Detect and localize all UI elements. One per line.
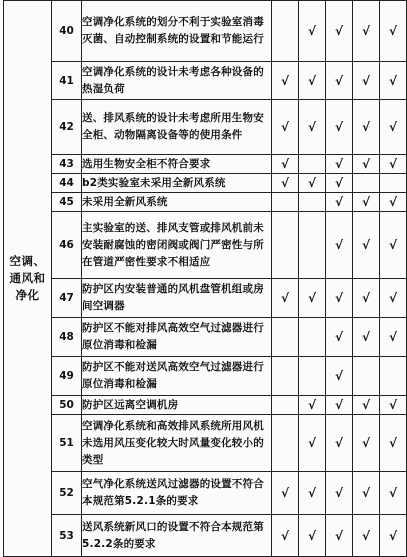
- check-mark-icon: √: [388, 238, 397, 252]
- level-2-cell: [299, 193, 326, 212]
- check-mark-icon: √: [388, 73, 397, 88]
- check-mark-icon: √: [280, 176, 289, 190]
- table-row: [4, 62, 407, 100]
- item-number: 50: [52, 396, 82, 415]
- table-row: [4, 100, 407, 155]
- check-mark-icon: √: [388, 24, 397, 38]
- check-mark-icon: √: [307, 486, 316, 500]
- level-5-cell: [380, 193, 407, 212]
- level-1-cell: [272, 396, 299, 415]
- check-mark-icon: √: [388, 291, 397, 305]
- level-2-cell: [299, 279, 326, 318]
- requirements-table: [3, 0, 407, 557]
- check-mark-icon: √: [280, 157, 289, 171]
- table-row: [4, 472, 407, 515]
- level-5-cell: [380, 472, 407, 515]
- level-4-cell: [353, 279, 380, 318]
- level-4-cell: [353, 515, 380, 557]
- level-1-cell: [272, 415, 299, 472]
- item-description: b2类实验室未采用全新风系统: [82, 174, 272, 193]
- item-number: 42: [52, 100, 82, 155]
- level-1-cell: [272, 62, 299, 100]
- table-row: [4, 415, 407, 472]
- level-5-cell: [380, 100, 407, 155]
- level-4-cell: [353, 396, 380, 415]
- item-number: 52: [52, 472, 82, 515]
- check-mark-icon: √: [334, 195, 343, 209]
- level-2-cell: [299, 318, 326, 357]
- check-mark-icon: √: [361, 24, 370, 38]
- level-3-cell: [326, 318, 353, 357]
- item-description: 未采用全新风系统: [82, 193, 272, 212]
- check-mark-icon: √: [361, 195, 370, 209]
- check-mark-icon: √: [388, 330, 397, 344]
- item-description: 空调净化系统和高效排风系统所用风机未选用风压变化较大时风量变化较小的类型: [82, 415, 272, 472]
- level-2-cell: [299, 174, 326, 193]
- check-mark-icon: √: [334, 157, 343, 171]
- item-number: 48: [52, 318, 82, 357]
- check-mark-icon: √: [361, 398, 370, 412]
- level-3-cell: [326, 174, 353, 193]
- level-5-cell: [380, 279, 407, 318]
- item-number: 51: [52, 415, 82, 472]
- level-4-cell: [353, 174, 380, 193]
- level-3-cell: [326, 62, 353, 100]
- item-number: 40: [52, 1, 82, 62]
- table-row: [4, 396, 407, 415]
- level-4-cell: [353, 212, 380, 279]
- table-row: [4, 155, 407, 174]
- item-number: 53: [52, 515, 82, 557]
- level-2-cell: [299, 100, 326, 155]
- check-mark-icon: √: [361, 120, 370, 134]
- check-mark-icon: √: [361, 528, 370, 543]
- category-cell: 空调、 通风和 净化: [4, 1, 52, 557]
- check-mark-icon: √: [361, 73, 370, 88]
- level-3-cell: [326, 396, 353, 415]
- check-mark-icon: √: [334, 238, 343, 252]
- level-5-cell: [380, 174, 407, 193]
- check-mark-icon: √: [388, 398, 397, 412]
- table-row: [4, 318, 407, 357]
- check-mark-icon: √: [388, 157, 397, 171]
- table-row: [4, 212, 407, 279]
- item-number: 41: [52, 62, 82, 100]
- level-1-cell: [272, 515, 299, 557]
- check-mark-icon: √: [307, 24, 316, 38]
- check-mark-icon: √: [280, 120, 289, 134]
- level-5-cell: [380, 318, 407, 357]
- level-5-cell: [380, 357, 407, 396]
- level-5-cell: [380, 212, 407, 279]
- check-mark-icon: √: [307, 528, 316, 543]
- item-description: 主实验室的送、排风支管或排风机前未安装耐腐蚀的密闭阀或阀门严密性与所在管道严密性要求不相适应: [82, 212, 272, 279]
- level-5-cell: [380, 515, 407, 557]
- item-description: 送、排风系统的设计未考虑所用生物安全柜、动物隔离设备等的使用条件: [82, 100, 272, 155]
- table-row: [4, 193, 407, 212]
- check-mark-icon: √: [388, 486, 397, 500]
- level-3-cell: [326, 193, 353, 212]
- check-mark-icon: √: [334, 291, 343, 305]
- level-5-cell: [380, 415, 407, 472]
- item-number: 47: [52, 279, 82, 318]
- level-4-cell: [353, 155, 380, 174]
- level-2-cell: [299, 212, 326, 279]
- check-mark-icon: √: [361, 486, 370, 500]
- level-3-cell: [326, 1, 353, 62]
- item-number: 49: [52, 357, 82, 396]
- level-4-cell: [353, 415, 380, 472]
- level-2-cell: [299, 1, 326, 62]
- level-2-cell: [299, 62, 326, 100]
- item-description: 防护区远离空调机房: [82, 396, 272, 415]
- level-1-cell: [272, 100, 299, 155]
- level-2-cell: [299, 357, 326, 396]
- level-3-cell: [326, 155, 353, 174]
- level-2-cell: [299, 415, 326, 472]
- check-mark-icon: √: [280, 291, 289, 305]
- check-mark-icon: √: [388, 195, 397, 209]
- level-3-cell: [326, 472, 353, 515]
- check-mark-icon: √: [334, 176, 343, 190]
- item-number: 45: [52, 193, 82, 212]
- level-2-cell: [299, 515, 326, 557]
- item-description: 选用生物安全柜不符合要求: [82, 155, 272, 174]
- level-4-cell: [353, 318, 380, 357]
- level-2-cell: [299, 472, 326, 515]
- table-row: [4, 174, 407, 193]
- item-description: 空调净化系统的设计未考虑各种设备的热湿负荷: [82, 62, 272, 100]
- level-1-cell: [272, 174, 299, 193]
- level-1-cell: [272, 318, 299, 357]
- item-number: 43: [52, 155, 82, 174]
- check-mark-icon: √: [334, 486, 343, 500]
- item-description: 空调净化系统的划分不利于实验室消毒灭菌、自动控制系统的设置和节能运行: [82, 1, 272, 62]
- item-description: 防护区不能对送风高效空气过滤器进行原位消毒和检漏: [82, 357, 272, 396]
- level-1-cell: [272, 279, 299, 318]
- check-mark-icon: √: [361, 291, 370, 305]
- level-3-cell: [326, 415, 353, 472]
- level-3-cell: [326, 515, 353, 557]
- check-mark-icon: √: [334, 73, 343, 88]
- check-mark-icon: √: [334, 369, 343, 383]
- level-1-cell: [272, 193, 299, 212]
- level-1-cell: [272, 155, 299, 174]
- check-mark-icon: √: [307, 291, 316, 305]
- level-4-cell: [353, 100, 380, 155]
- level-4-cell: [353, 62, 380, 100]
- table-row: [4, 279, 407, 318]
- level-3-cell: [326, 279, 353, 318]
- level-1-cell: [272, 1, 299, 62]
- check-mark-icon: √: [361, 157, 370, 171]
- level-4-cell: [353, 193, 380, 212]
- check-mark-icon: √: [334, 120, 343, 134]
- check-mark-icon: √: [307, 398, 316, 412]
- item-description: 防护区不能对排风高效空气过滤器进行原位消毒和检漏: [82, 318, 272, 357]
- check-mark-icon: √: [280, 73, 289, 88]
- level-3-cell: [326, 357, 353, 396]
- level-5-cell: [380, 62, 407, 100]
- check-mark-icon: √: [307, 176, 316, 190]
- check-mark-icon: √: [280, 528, 289, 543]
- table-row: [4, 357, 407, 396]
- level-3-cell: [326, 212, 353, 279]
- check-mark-icon: √: [334, 436, 343, 450]
- item-description: 送风系统新风口的设置不符合本规范第5.2.2条的要求: [82, 515, 272, 557]
- table-row: [4, 515, 407, 557]
- level-5-cell: [380, 1, 407, 62]
- level-4-cell: [353, 1, 380, 62]
- check-mark-icon: √: [334, 24, 343, 38]
- level-1-cell: [272, 472, 299, 515]
- item-description: 空气净化系统送风过滤器的设置不符合本规范第5.2.1条的要求: [82, 472, 272, 515]
- level-4-cell: [353, 472, 380, 515]
- check-mark-icon: √: [361, 436, 370, 450]
- level-2-cell: [299, 396, 326, 415]
- check-mark-icon: √: [307, 436, 316, 450]
- item-number: 44: [52, 174, 82, 193]
- level-4-cell: [353, 357, 380, 396]
- check-mark-icon: √: [307, 73, 316, 88]
- check-mark-icon: √: [388, 528, 397, 543]
- check-mark-icon: √: [388, 436, 397, 450]
- check-mark-icon: √: [361, 330, 370, 344]
- check-mark-icon: √: [361, 238, 370, 252]
- check-mark-icon: √: [280, 486, 289, 500]
- level-1-cell: [272, 357, 299, 396]
- level-5-cell: [380, 396, 407, 415]
- level-3-cell: [326, 100, 353, 155]
- check-mark-icon: √: [388, 120, 397, 134]
- item-description: 防护区内安装普通的风机盘管机组或房间空调器: [82, 279, 272, 318]
- check-mark-icon: √: [334, 528, 343, 543]
- level-5-cell: [380, 155, 407, 174]
- item-number: 46: [52, 212, 82, 279]
- check-mark-icon: √: [334, 330, 343, 344]
- level-2-cell: [299, 155, 326, 174]
- check-mark-icon: √: [334, 398, 343, 412]
- check-mark-icon: √: [307, 120, 316, 134]
- level-1-cell: [272, 212, 299, 279]
- table-row: [4, 1, 407, 62]
